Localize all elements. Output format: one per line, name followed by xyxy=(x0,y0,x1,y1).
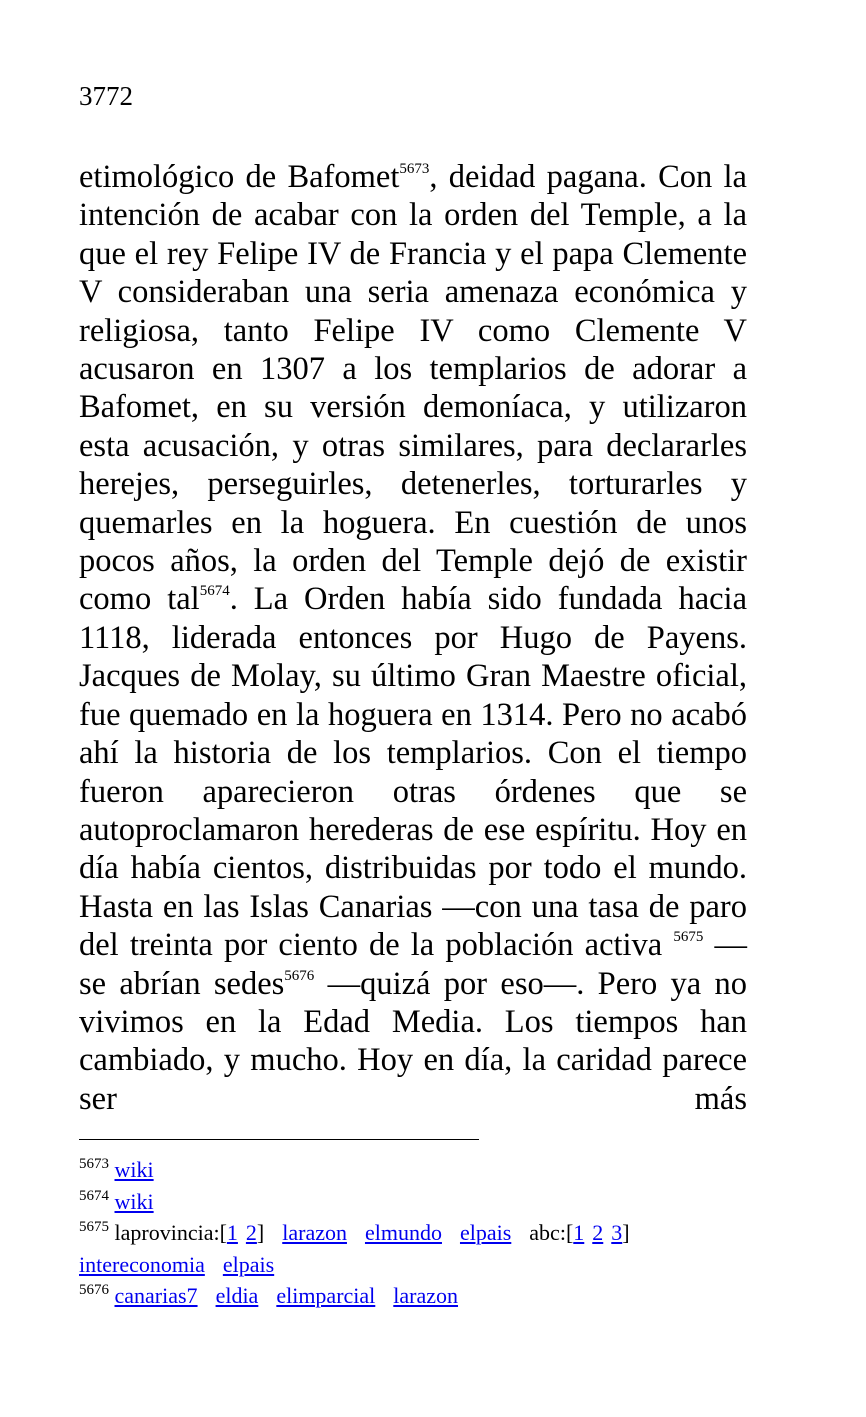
laprovincia-link-1[interactable]: 1 xyxy=(226,1220,238,1245)
wiki-link[interactable]: wiki xyxy=(114,1188,154,1214)
footnote-number: 5674 xyxy=(79,1187,109,1204)
laprovincia-label: laprovincia:[ xyxy=(114,1220,227,1245)
footnote-ref-5676: 5676 xyxy=(284,967,315,984)
footnote-5675-continued xyxy=(79,1249,747,1281)
eldia-link[interactable]: eldia xyxy=(215,1283,259,1308)
body-paragraph xyxy=(79,158,747,1118)
elimparcial-link[interactable]: elimparcial xyxy=(276,1283,376,1308)
bracket-close: ] xyxy=(256,1220,265,1245)
abc-link-3[interactable]: 3 xyxy=(611,1220,623,1245)
footnote-5675 xyxy=(79,1217,747,1249)
elpais-link[interactable]: elpais xyxy=(459,1220,512,1245)
page-number: 3772 xyxy=(79,81,133,111)
body-text-segment: . La Orden había sido fundada hacia 1118, liderada entonces por Hugo de Payens. Jacques de Molay, su último Gran Maestre oficial, fue quemado en la hoguera en 1314. Pero no acabó ahí la historia de los templarios. Con el tiempo fueron aparecieron otras órdenes que se autoproclamaron herederas de ese espíritu. Hoy en día había cientos, distribuidas por todo el mundo. Hasta en las Islas Canarias —con una tasa de paro del treinta por ciento de la población activa xyxy=(79,581,747,964)
footnote-ref-5673: 5673 xyxy=(399,161,430,177)
abc-link-2[interactable]: 2 xyxy=(592,1220,604,1245)
elmundo-link[interactable]: elmundo xyxy=(364,1220,442,1245)
footnote-5676 xyxy=(79,1280,747,1312)
footnote-number: 5673 xyxy=(79,1156,109,1172)
body-text-segment: — se abrían sedes xyxy=(79,927,748,1002)
body-text-segment: , deidad pagana. Con la intención de acabar con la orden del Temple, a la que el rey Felipe IV de Francia y el papa Clemente V consideraban una seria amenaza económica y religiosa, tanto Felipe IV como Clemente V acusaron en 1307 a los templarios de adorar a Bafomet, en su versión demoníaca, y utilizaron esta acusación, y otras similares, para declararles herejes, perseguirles, detenerles, torturarles y quemarles en la hoguera. En cuestión de unos pocos años, la orden del Temple dejó de existir como tal xyxy=(79,159,747,618)
larazon-link[interactable]: larazon xyxy=(393,1283,459,1308)
elpais-link[interactable]: elpais xyxy=(222,1251,275,1277)
body-text-segment: —quizá por eso—. Pero ya no vivimos en la Edad Media. Los tiempos han cambiado, y mucho. Hoy en día, la caridad parece ser más xyxy=(79,965,747,1117)
footnote-ref-5675: 5675 xyxy=(673,929,704,946)
footnote-number: 5676 xyxy=(79,1282,109,1298)
footnote-5674 xyxy=(79,1186,747,1218)
bracket-close: ] xyxy=(622,1220,630,1245)
footnote-separator xyxy=(79,1139,479,1140)
intereconomia-link[interactable]: intereconomia xyxy=(79,1251,205,1277)
body-text-segment: etimológico de Bafomet xyxy=(79,159,400,195)
footnotes xyxy=(79,1154,747,1312)
footnote-5673 xyxy=(79,1154,747,1186)
wiki-link[interactable]: wiki xyxy=(114,1157,154,1182)
footnote-ref-5674: 5674 xyxy=(199,583,230,600)
larazon-link[interactable]: larazon xyxy=(282,1220,347,1245)
footnote-number: 5675 xyxy=(79,1219,109,1235)
abc-label: abc:[ xyxy=(529,1220,574,1245)
laprovincia-link-2[interactable]: 2 xyxy=(245,1220,257,1245)
abc-link-1[interactable]: 1 xyxy=(573,1220,585,1245)
canarias7-link[interactable]: canarias7 xyxy=(114,1283,198,1308)
